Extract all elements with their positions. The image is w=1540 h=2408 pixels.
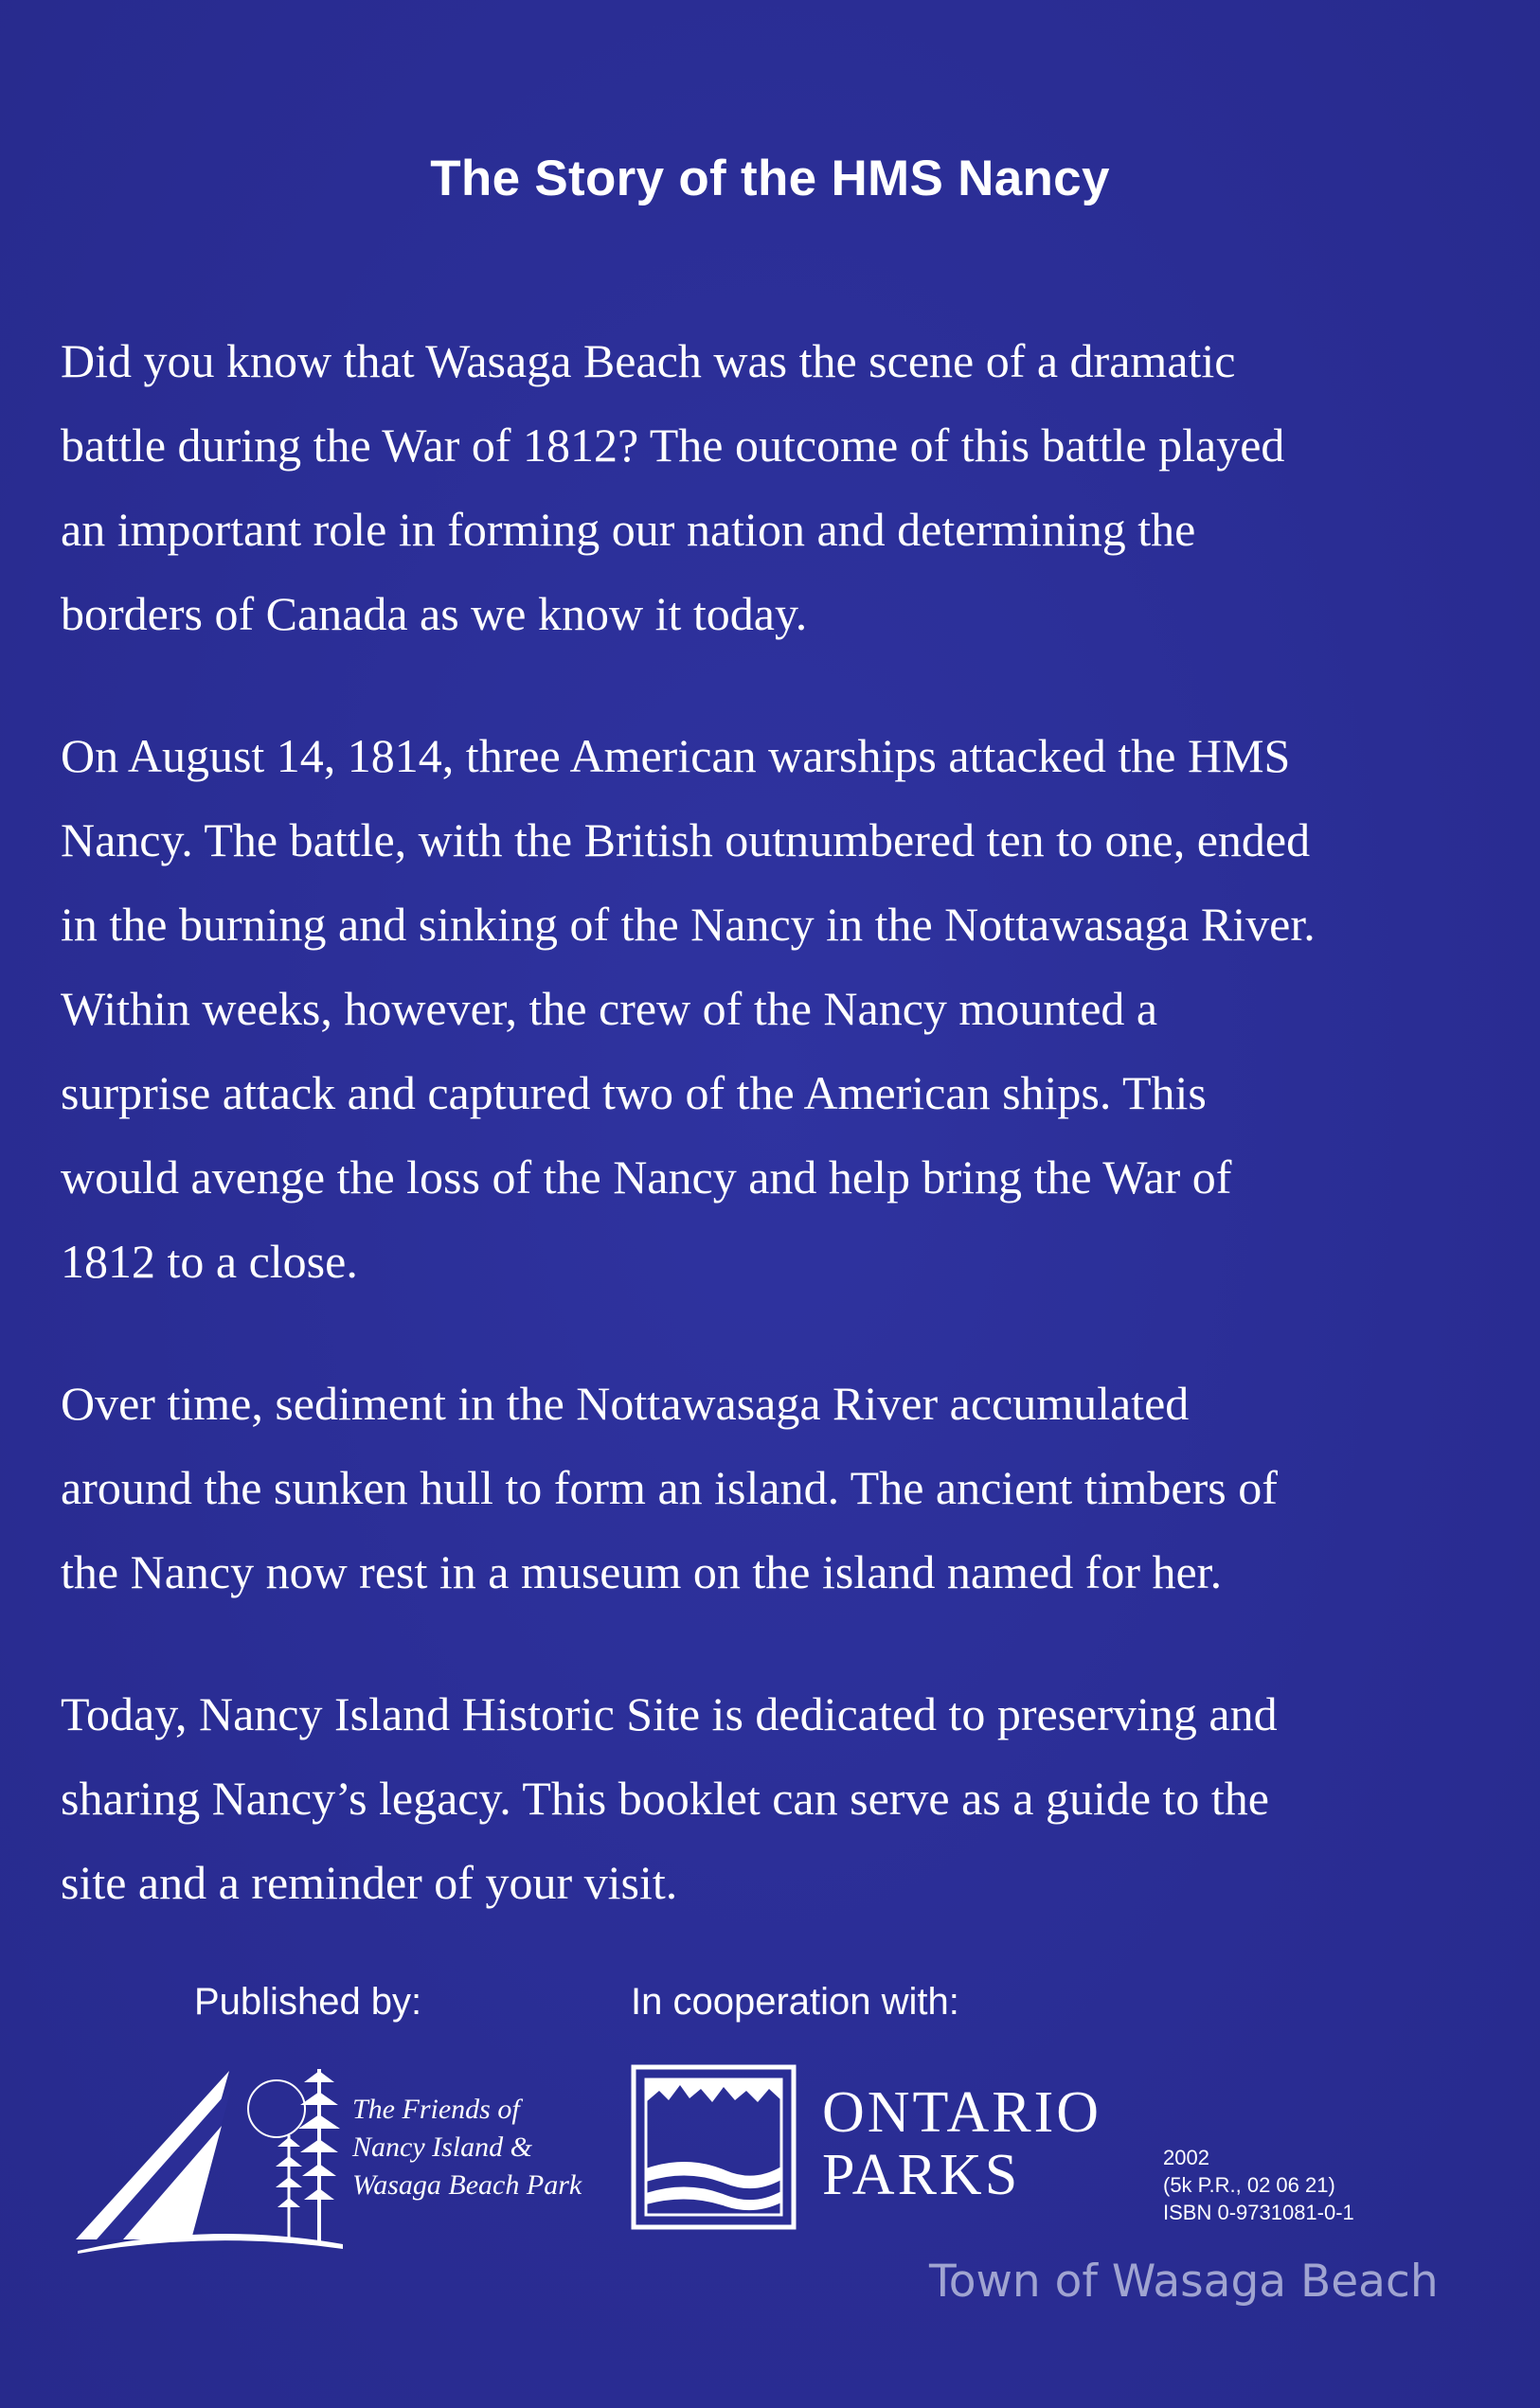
friends-line: Nancy Island & bbox=[352, 2132, 532, 2163]
text-line: site and a reminder of your visit. bbox=[61, 1856, 678, 1909]
text-line: Over time, sediment in the Nottawasaga River accumulated bbox=[61, 1377, 1190, 1430]
ontario-parks-logo-icon bbox=[631, 2064, 797, 2230]
text-line: an important role in forming our nation and determining the bbox=[61, 503, 1196, 556]
text-line: Nancy. The battle, with the British outnumbered ten to one, ended bbox=[61, 813, 1311, 866]
text-line: On August 14, 1814, three American warships attacked the HMS bbox=[61, 729, 1291, 782]
publication-info bbox=[1163, 2144, 1354, 2226]
text-line: 1812 to a close. bbox=[61, 1235, 358, 1288]
text-line: surprise attack and captured two of the American ships. This bbox=[61, 1066, 1207, 1119]
text-line: borders of Canada as we know it today. bbox=[61, 587, 808, 640]
text-line: sharing Nancy’s legacy. This booklet can serve as a guide to the bbox=[61, 1772, 1270, 1825]
text-line: in the burning and sinking of the Nancy in the Nottawasaga River. bbox=[61, 898, 1316, 951]
paragraph bbox=[61, 1362, 1500, 1614]
friends-line: The Friends of bbox=[352, 2094, 520, 2125]
paragraph bbox=[61, 1672, 1500, 1925]
ontario-parks-line: ONTARIO bbox=[822, 2080, 1102, 2145]
text-line: Within weeks, however, the crew of the Nancy mounted a bbox=[61, 982, 1158, 1035]
friends-of-nancy-island-name bbox=[352, 2091, 582, 2204]
friends-line: Wasaga Beach Park bbox=[352, 2169, 582, 2201]
story-text bbox=[61, 319, 1500, 1983]
pub-year: 2002 bbox=[1163, 2146, 1209, 2169]
sailboat-tree-logo-icon bbox=[68, 2050, 352, 2254]
published-by-label: Published by: bbox=[194, 1981, 422, 2023]
text-line: battle during the War of 1812? The outcome of this battle played bbox=[61, 419, 1285, 472]
print-run: (5k P.R., 02 06 21) bbox=[1163, 2173, 1335, 2197]
text-line: the Nancy now rest in a museum on the island named for her. bbox=[61, 1545, 1223, 1598]
text-line: Today, Nancy Island Historic Site is dedicated to preserving and bbox=[61, 1687, 1278, 1740]
text-line: would avenge the loss of the Nancy and help bring the War of bbox=[61, 1150, 1232, 1204]
ontario-parks-line: PARKS bbox=[822, 2143, 1021, 2207]
paragraph bbox=[61, 714, 1500, 1304]
source-watermark: Town of Wasaga Beach bbox=[929, 2256, 1439, 2308]
ontario-parks-wordmark bbox=[822, 2081, 1101, 2206]
cooperation-label: In cooperation with: bbox=[631, 1981, 959, 2023]
paragraph bbox=[61, 319, 1500, 656]
text-line: around the sunken hull to form an island. The ancient timbers of bbox=[61, 1461, 1278, 1514]
isbn: ISBN 0-9731081-0-1 bbox=[1163, 2201, 1354, 2224]
text-line: Did you know that Wasaga Beach was the scene of a dramatic bbox=[61, 334, 1236, 387]
page-title: The Story of the HMS Nancy bbox=[430, 151, 1110, 206]
